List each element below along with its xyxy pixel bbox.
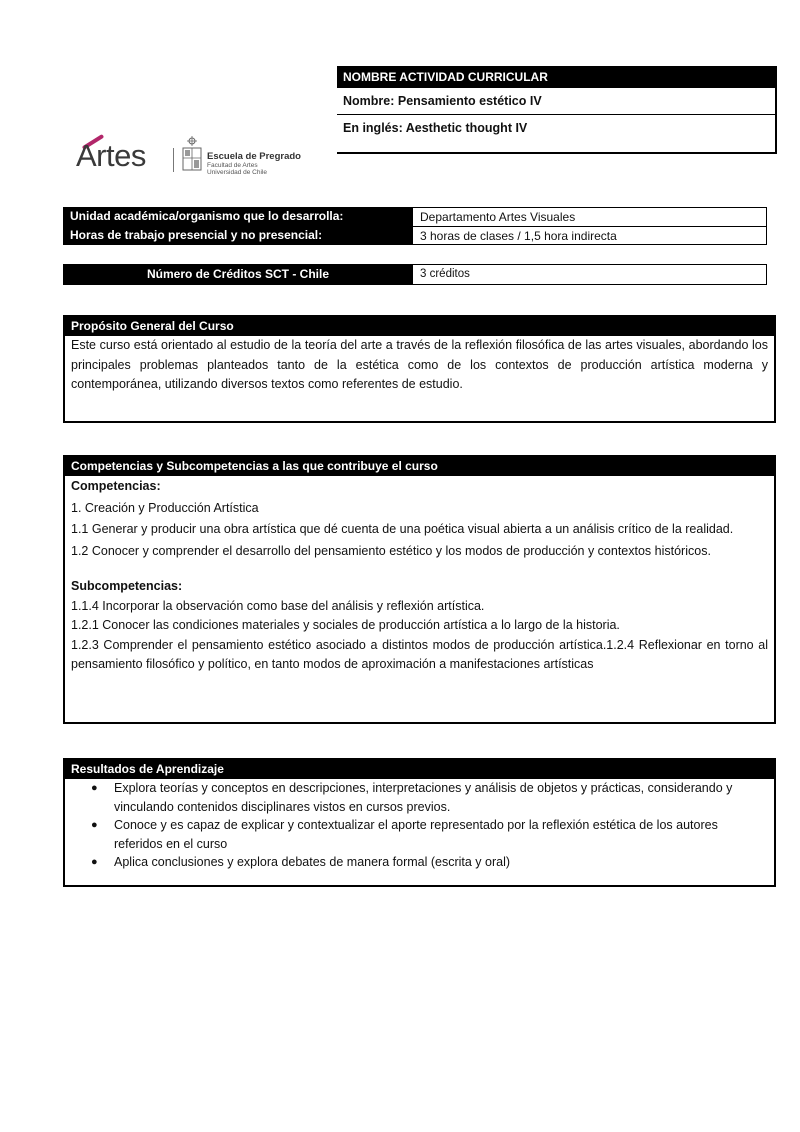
result-text: Conoce y es capaz de explicar y contextualizar el aporte representado por la reflexión estética de los autores referidos en el curso — [114, 818, 718, 851]
faculty-logo — [76, 136, 316, 180]
learning-results-section — [63, 758, 776, 887]
list-item — [65, 816, 768, 853]
hours-label: Horas de trabajo presencial y no presencial: — [63, 226, 413, 245]
competency-item: 1. Creación y Producción Artística — [71, 500, 259, 515]
subcompetency-item: 1.1.4 Incorporar la observación como base del análisis y reflexión artística. — [71, 598, 485, 613]
credits-label: Número de Créditos SCT - Chile — [63, 264, 413, 285]
credits-value: 3 créditos — [413, 264, 767, 285]
activity-title-header: NOMBRE ACTIVIDAD CURRICULAR — [337, 66, 775, 88]
hours-value: 3 horas de clases / 1,5 hora indirecta — [413, 226, 767, 245]
logo-wordmark: Artes — [76, 138, 146, 173]
subcompetencies-heading: Subcompetencias: — [71, 579, 183, 593]
bullet-icon: ● — [91, 782, 98, 794]
purpose-text: Este curso está orientado al estudio de la teoría del arte a través de la reflexión filosófica de las artes visuales, abordando los principales problemas planteados tanto de la estética como de los contextos de producción artística moderna y contemporánea, utilizando diversos textos como referentes de estudio. — [71, 338, 768, 391]
result-text: Explora teorías y conceptos en descripciones, interpretaciones y análisis de objetos y prácticas, considerando y vinculando contenidos disciplinares vistos en cursos previos. — [114, 781, 733, 814]
purpose-title: Propósito General del Curso — [65, 317, 774, 336]
unit-label: Unidad académica/organismo que lo desarrolla: — [63, 207, 413, 226]
result-text: Aplica conclusiones y explora debates de manera formal (escrita y oral) — [114, 855, 511, 869]
competencies-title: Competencias y Subcompetencias a las que contribuye el curso — [65, 457, 774, 476]
competency-item: 1.1 Generar y producir una obra artística que dé cuenta de una poética visual abierta a un análisis crítico de la realidad. — [71, 522, 734, 536]
competency-item: 1.2 Conocer y comprender el desarrollo del pensamiento estético y los modos de producción y contextos históricos. — [71, 543, 711, 558]
purpose-section — [63, 315, 776, 423]
unit-value: Departamento Artes Visuales — [413, 207, 767, 226]
logo-separator — [173, 148, 174, 172]
subcompetency-item: 1.2.1 Conocer las condiciones materiales y sociales de producción artística a lo largo de la historia. — [71, 618, 620, 632]
bullet-icon: ● — [91, 819, 98, 831]
bullet-icon: ● — [91, 856, 98, 868]
list-item — [65, 779, 768, 816]
activity-name: Nombre: Pensamiento estético IV — [337, 88, 775, 115]
activity-title-box — [337, 66, 777, 154]
competencies-section — [63, 455, 776, 724]
logo-faculty-name: Facultad de Artes — [207, 162, 258, 169]
university-seal-icon — [180, 136, 204, 176]
activity-english-name: En inglés: Aesthetic thought IV — [343, 121, 528, 135]
learning-results-list — [65, 779, 774, 872]
competencies-heading: Competencias: — [71, 479, 161, 493]
logo-school-name: Escuela de Pregrado — [207, 151, 301, 162]
logo-university-name: Universidad de Chile — [207, 169, 267, 176]
subcompetency-item: 1.2.3 Comprender el pensamiento estético asociado a distintos modos de producción artística.1.2.4 Reflexionar en torno al pensamiento filosófico y político, en tanto modos de aproximación a manifestaciones artísticas — [71, 637, 768, 671]
learning-results-title: Resultados de Aprendizaje — [65, 760, 774, 779]
list-item — [65, 853, 768, 872]
